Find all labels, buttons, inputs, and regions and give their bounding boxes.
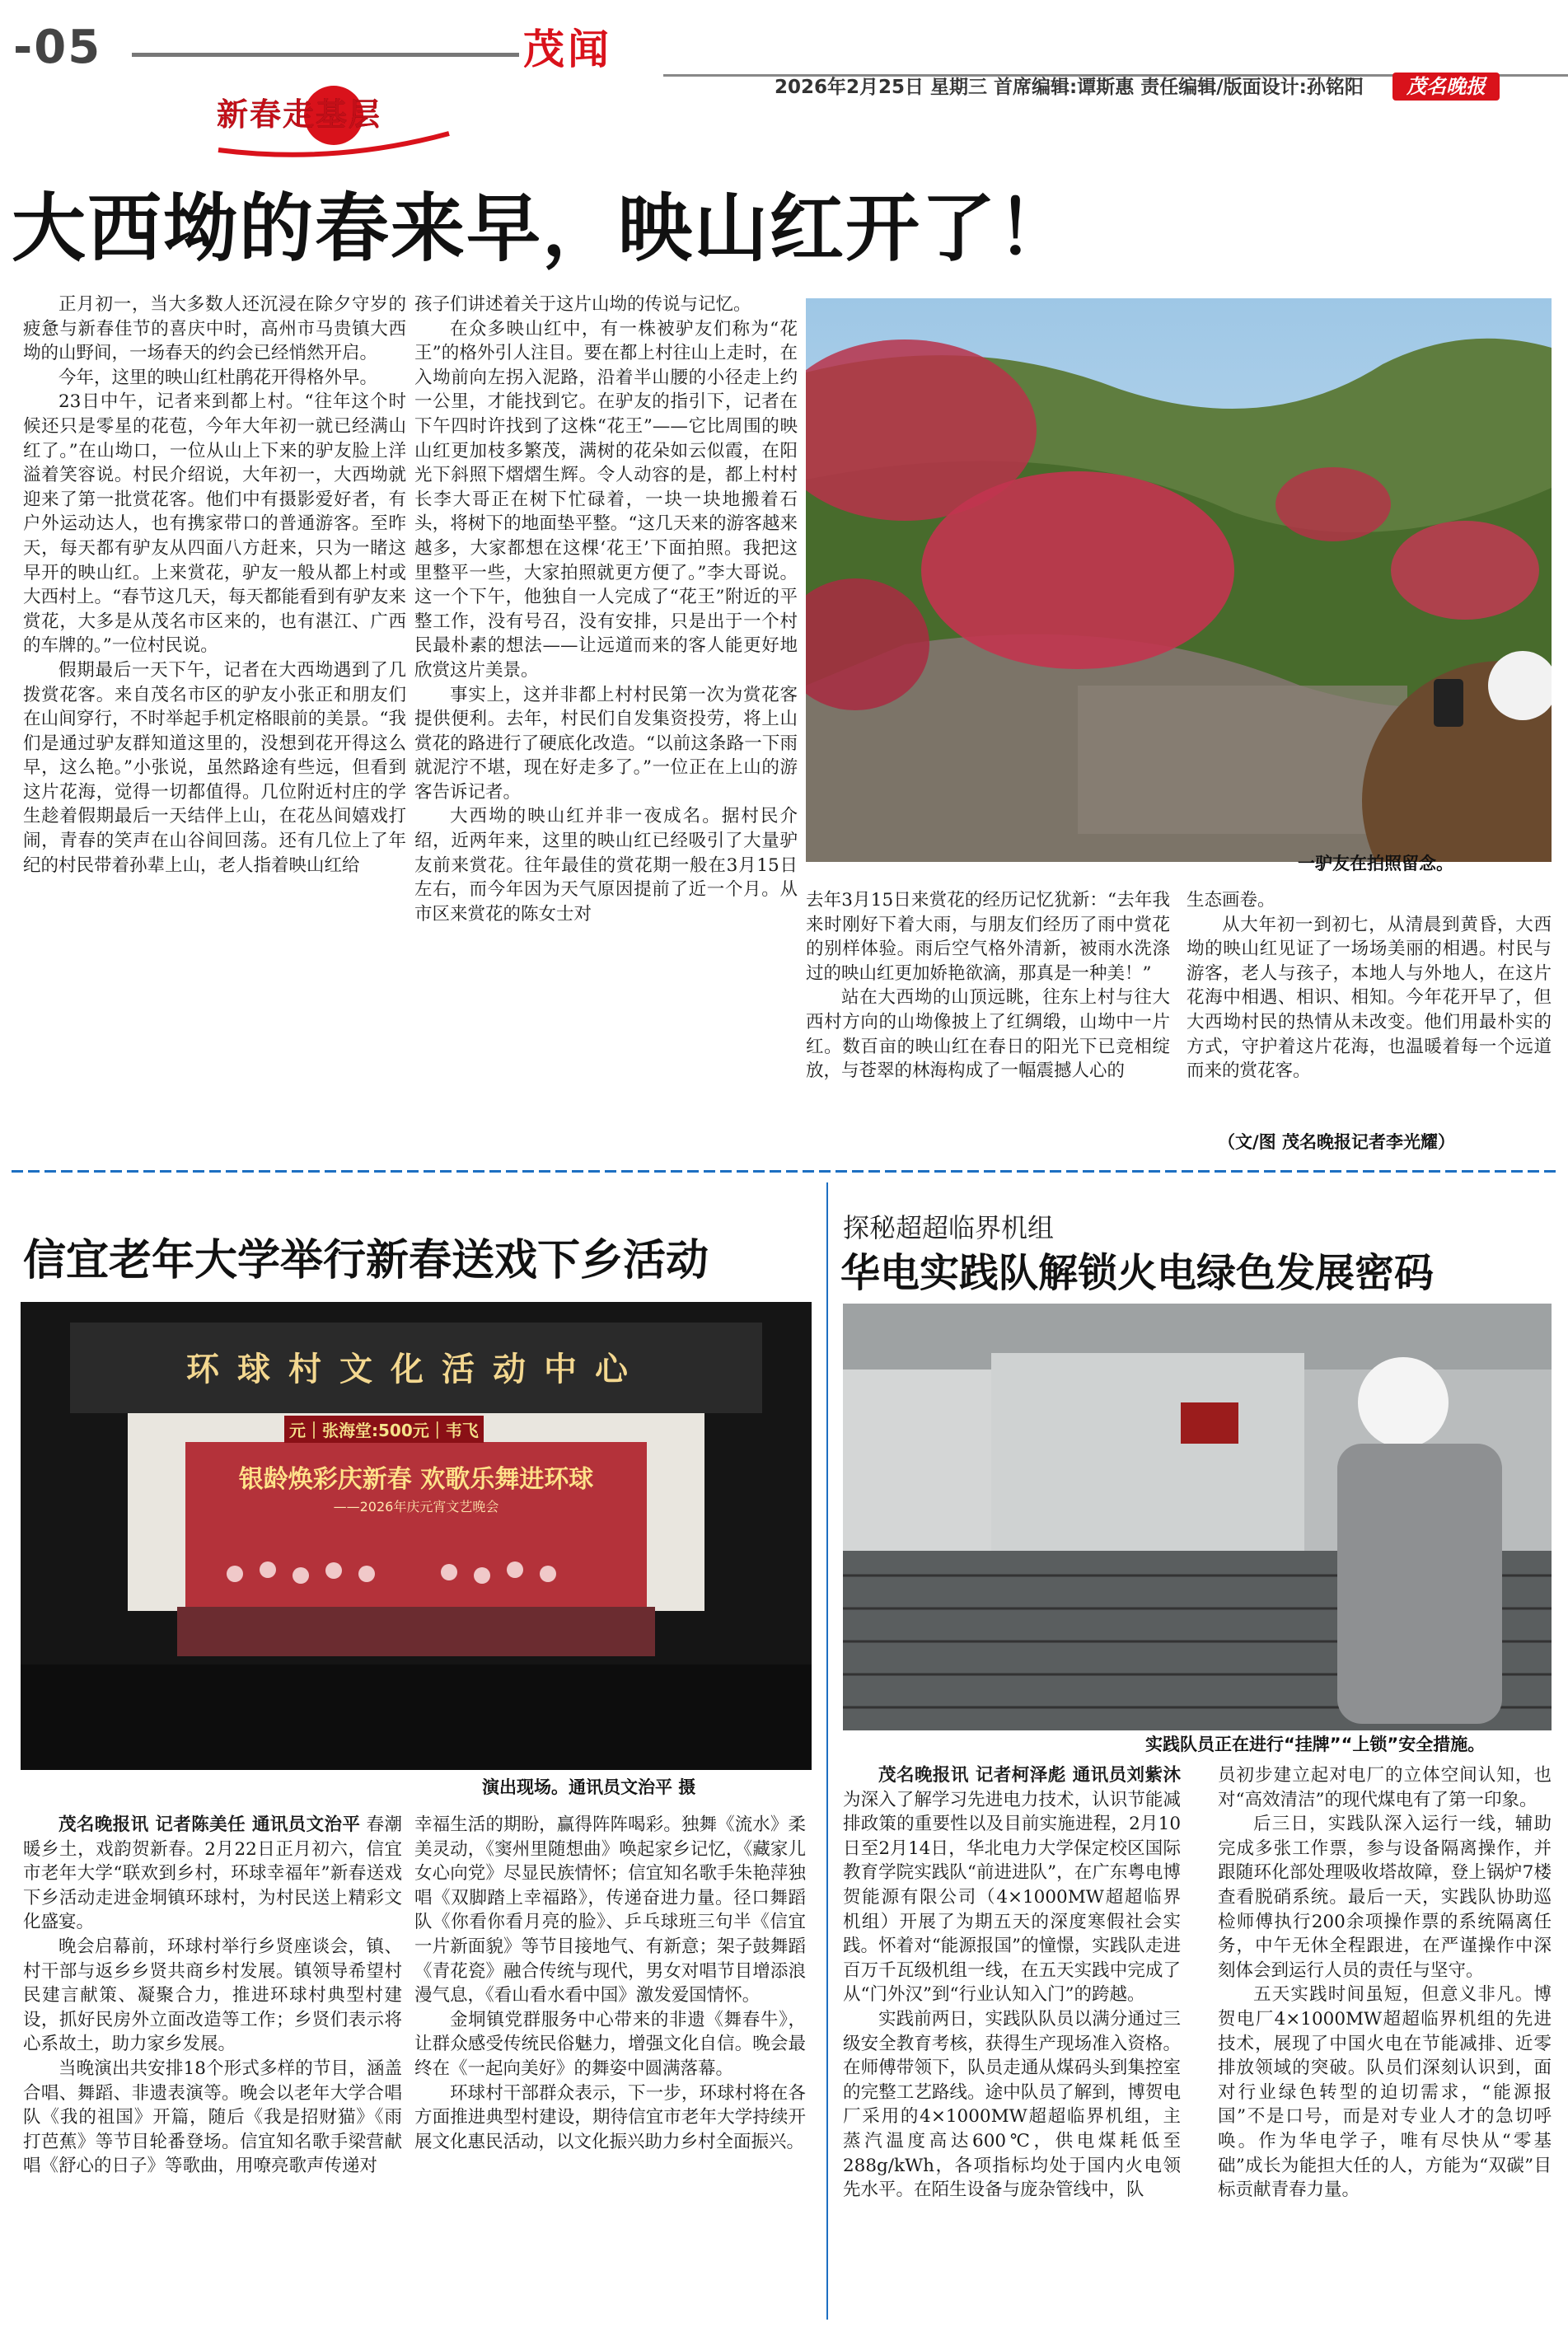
column-name: 茂闻 (523, 25, 612, 73)
story2-lead: 茂名晚报讯 记者陈美任 通讯员文治平 (59, 1814, 361, 1835)
story1-headline: 大西坳的春来早，映山红开了！ (12, 185, 1073, 272)
story1-col1-para: 23日中午，记者来到都上村。“往年这个时候还只是零星的花苞，今年大年初一就已经满山红了。”在山坳口，一位从山上下来的驴友脸上洋溢着笑容说。村民介绍说，大年初一，大西坳就迎来了第一批赏花客。他们中有摄影爱好者，有户外运动达人，也有携家带口的普通游客。至昨天，每天都有驴友从四面八方赶来，只为一睹这早开的映山红。上来赏花，驴友一般从都上村或大西村上。“春节这几天，每天都能看到有驴友来赏花，大多是从茂名市区来的，也有湛江、广西的车牌的。”一位村民说。 (23, 391, 406, 657)
story1-col3-para: 去年3月15日来赏花的经历记忆犹新：“去年我来时刚好下着大雨，与朋友们经历了雨中赏花的别样体验。雨后空气格外清新，被雨水洗涤过的映山红更加娇艳欲滴，那真是一种美！” (806, 890, 1170, 984)
story2-col2 (414, 1813, 806, 2324)
story1-col4 (1187, 888, 1552, 1168)
story2-col2-para: 幸福生活的期盼，赢得阵阵喝彩。独舞《流水》柔美灵动，《窦州里随想曲》唤起家乡记忆，《藏家儿女心向党》尽显民族情怀；信宜知名歌手朱艳萍独唱《双脚踏上幸福路》，传递奋进力量。径口舞蹈队《你看你看月亮的脸》、乒乓球班三句半《信宜一片新面貌》等节目接地气、有新意；架子鼓舞蹈《青花瓷》融合传统与现代，男女对唱节目增添浪漫气息，《看山看水看中国》激发爱国情怀。 (414, 1814, 806, 2006)
story1-col1-para: 假期最后一天下午，记者在大西坳遇到了几拨赏花客。来自茂名市区的驴友小张正和朋友们在山间穿行，不时举起手机定格眼前的美景。“我们是通过驴友群知道这里的，没想到花开得这么早，这么艳。”小张说，虽然路途有些远，但看到这片花海，觉得一切都值得。几位附近村庄的学生趁着假期最后一天结伴上山，在花丛间嬉戏打闹，青春的笑声在山谷间回荡。还有几位上了年纪的村民带着孙辈上山，老人指着映山红给 (23, 659, 406, 876)
story2-col2-para: 环球村干部群众表示，下一步，环球村将在各方面推进典型村建设，期待信宜市老年大学持续开展文化惠民活动，以文化振兴助力乡村全面振兴。 (414, 2082, 806, 2152)
story1-col3-para: 站在大西坳的山顶远眺，往东上村与往大西村方向的山坳像披上了红绸缎，山坳中一片红。数百亩的映山红在春日的阳光下已竞相绽放，与苍翠的林海构成了一幅震撼人心的 (806, 987, 1170, 1082)
paper-logo (1392, 73, 1500, 101)
azalea-hillside-photo (806, 298, 1552, 862)
paper-logo-text: 茂名晚报 (1407, 74, 1486, 98)
section-logo (210, 76, 457, 166)
story1-col2-para: 事实上，这并非都上村村民第一次为赏花客提供便利。去年，村民们自发集资投劳，将上山赏花的路进行了硬底化改造。“以前这条路一下雨就泥泞不堪，现在好走多了。”一位正在上山的游客告诉记者。 (414, 684, 798, 803)
stage-banner: 银龄焕彩庆新春 欢歌乐舞进环球 (238, 1465, 594, 1494)
story2-col2-para: 金垌镇党群服务中心带来的非遗《舞春牛》，让群众感受传统民俗魅力，增强文化自信。晚会最终在《一起向美好》的舞姿中圆满落幕。 (414, 2009, 806, 2079)
story3-col1-para: 实践前两日，实践队队员以满分通过三级安全教育考核，获得生产现场准入资格。在师傅带领下，队员走通从煤码头到集控室的完整工艺路线。途中队员了解到，博贺电厂采用的4×1000MW超超临界机组，主蒸汽温度高达600℃，供电煤耗低至288g/kWh，各项指标均处于国内火电领先水平。在陌生设备与庞杂管线中，队 (843, 2008, 1181, 2201)
story1-col2-para: 在众多映山红中，有一株被驴友们称为“花王”的格外引人注目。要在都上村往山上走时，在入坳前向左拐入泥路，沿着半山腰的小径走上约一公里，才能找到它。在驴友的指引下，记者在下午四时许找到了这株“花王”——它比周围的映山红更加枝多繁茂，满树的花朵如云似霞，在阳光下斜照下熠熠生辉。令人动容的是，都上村村长李大哥正在树下忙碌着，一块一块地搬着石头，将树下的地面垫平整。“这几天来的游客越来越多，大家都想在这棵‘花王’下面拍照。我把这里整平一些，大家拍照就更方便了。”李大哥说。这一个下午，他独自一人完成了“花王”附近的平整工作，没有号召，没有安排，只是出于一个村民最朴素的想法——让远道而来的客人能更好地欣赏这片美景。 (414, 318, 798, 681)
section-divider (12, 1170, 1561, 1173)
power-plant-photo (843, 1304, 1552, 1730)
story2-photo (21, 1302, 812, 1770)
story3-photo-caption: 实践队员正在进行“挂牌”“上锁”安全措施。 (1145, 1735, 1486, 1754)
story1-col2-para: 大西坳的映山红并非一夜成名。据村民介绍，近两年来，这里的映山红已经吸引了大量驴友前来赏花。往年最佳的赏花期一般在3月15日左右，而今年因为天气原因提前了近一个月。从市区来赏花的陈女士对 (414, 806, 798, 925)
story3-lead: 茂名晚报讯 记者柯泽彪 通讯员刘紫沐 (878, 1765, 1181, 1786)
story1-col3 (806, 888, 1170, 1168)
section-logo-text: 新春走基层 (217, 96, 382, 133)
stage-screen: 元｜张海堂:500元｜韦飞 (284, 1416, 484, 1443)
story3-col2-para: 后三日，实践队深入运行一线，辅助完成多张工作票，参与设备隔离操作，并跟随环化部处理吸收塔故障，登上锅炉7楼查看脱硝系统。最后一天，实践队协助巡检师傅执行200余项操作票的系统隔离任务，中午无休全程跟进，在严谨操作中深刻体会到运行人员的责任与坚守。 (1218, 1814, 1552, 1981)
story1-col2-para: 孩子们讲述着关于这片山坳的传说与记忆。 (414, 294, 751, 315)
story3-col2 (1218, 1763, 1552, 2324)
story2-col1 (23, 1813, 402, 2324)
column-name-logo (523, 25, 655, 74)
story1-col1-para: 今年，这里的映山红杜鹃花开得格外早。 (59, 367, 378, 388)
story3-kicker: 探秘超超临界机组 (843, 1212, 1055, 1243)
story1-col4-para: 生态画卷。 (1187, 890, 1275, 911)
story1-col1-para: 正月初一，当大多数人还沉浸在除夕守岁的疲惫与新春佳节的喜庆中时，高州市马贵镇大西坳的山野间，一场春天的约会已经悄然开启。 (23, 294, 406, 364)
date-line: 2026年2月25日 星期三 首席编辑:谭斯惠 责任编辑/版面设计:孙铭阳 (775, 77, 1364, 98)
story2-photo-caption: 演出现场。通讯员文治平 摄 (482, 1777, 696, 1797)
story1-photo (806, 298, 1552, 862)
story2-headline: 信宜老年大学举行新春送戏下乡活动 (23, 1236, 709, 1285)
story1-photo-caption: 一驴友在拍照留念。 (1298, 854, 1453, 873)
story1-byline: （文/图 茂名晚报记者李光耀） (1218, 1132, 1455, 1152)
building-sign: 环球村文化活动中心 (186, 1350, 646, 1388)
story2-col1-para: 晚会启幕前，环球村举行乡贤座谈会，镇、村干部与返乡乡贤共商乡村发展。镇领导希望村民建言献策、凝聚合力，推进环球村典型村建设，抓好民房外立面改造等工作；乡贤们表示将心系故土，助力家乡发展。 (23, 1936, 402, 2055)
story1-col4-para: 从大年初一到初七，从清晨到黄昏，大西坳的映山红见证了一场场美丽的相遇。村民与游客，老人与孩子，本地人与外地人，在这片花海中相遇、相识、相知。今年花开早了，但大西坳村民的热情从未改变。他们用最朴实的方式，守护着这片花海，也温暖着每一个远道而来的赏花客。 (1187, 914, 1552, 1082)
header-rule-left (132, 53, 519, 57)
story2-col1-para: 当晚演出共安排18个形式多样的节目，涵盖合唱、舞蹈、非遗表演等。晚会以老年大学合唱队《我的祖国》开篇，随后《我是招财猫》《雨打芭蕉》等节目轮番登场。信宜知名歌手梁营献唱《舒心的日子》等歌曲，用嘹亮歌声传递对 (23, 2058, 402, 2177)
story2-col1-para: 春潮暖乡土，戏韵贺新春。2月22日正月初六，信宜市老年大学“联欢到乡村，环球幸福年”新春送戏下乡活动走进金垌镇环球村，为村民送上精彩文化盛宴。 (23, 1814, 402, 1933)
story3-headline: 华电实践队解锁火电绿色发展密码 (840, 1250, 1435, 1296)
story3-col2-para: 员初步建立起对电厂的立体空间认知，也对“高效清洁”的现代煤电有了第一印象。 (1218, 1765, 1552, 1810)
vertical-divider (826, 1182, 828, 2320)
story3-col1-para: 为深入了解学习先进电力技术，认识节能减排政策的重要性以及目前实施进程，2月10日至2月14日，华北电力大学保定校区国际教育学院实践队“前进进队”，在广东粤电博贺能源有限公司（4×1000MW超超临界机组）开展了为期五天的深度寒假社会实践。怀着对“能源报国”的憧憬，实践队走进百万千瓦级机组一线，在五天实践中完成了从“门外汉”到“行业认知入门”的跨越。 (843, 1789, 1181, 2006)
story3-photo (843, 1304, 1552, 1730)
stage-subtitle: ——2026年庆元宵文艺晚会 (333, 1499, 499, 1515)
story3-col1 (843, 1763, 1181, 2324)
page-number: -05 (13, 21, 102, 74)
story3-col2-para: 五天实践时间虽短，但意义非凡。博贺电厂4×1000MW超超临界机组的先进技术，展现了中国火电在节能减排、近零排放领域的突破。队员们深刻认识到，面对行业绿色转型的迫切需求，“能源报国”不是口号，而是对专业人才的急切呼唤。作为华电学子，唯有尽快从“零基础”成长为能担大任的人，方能为“双碳”目标贡献青春力量。 (1218, 1984, 1552, 2201)
